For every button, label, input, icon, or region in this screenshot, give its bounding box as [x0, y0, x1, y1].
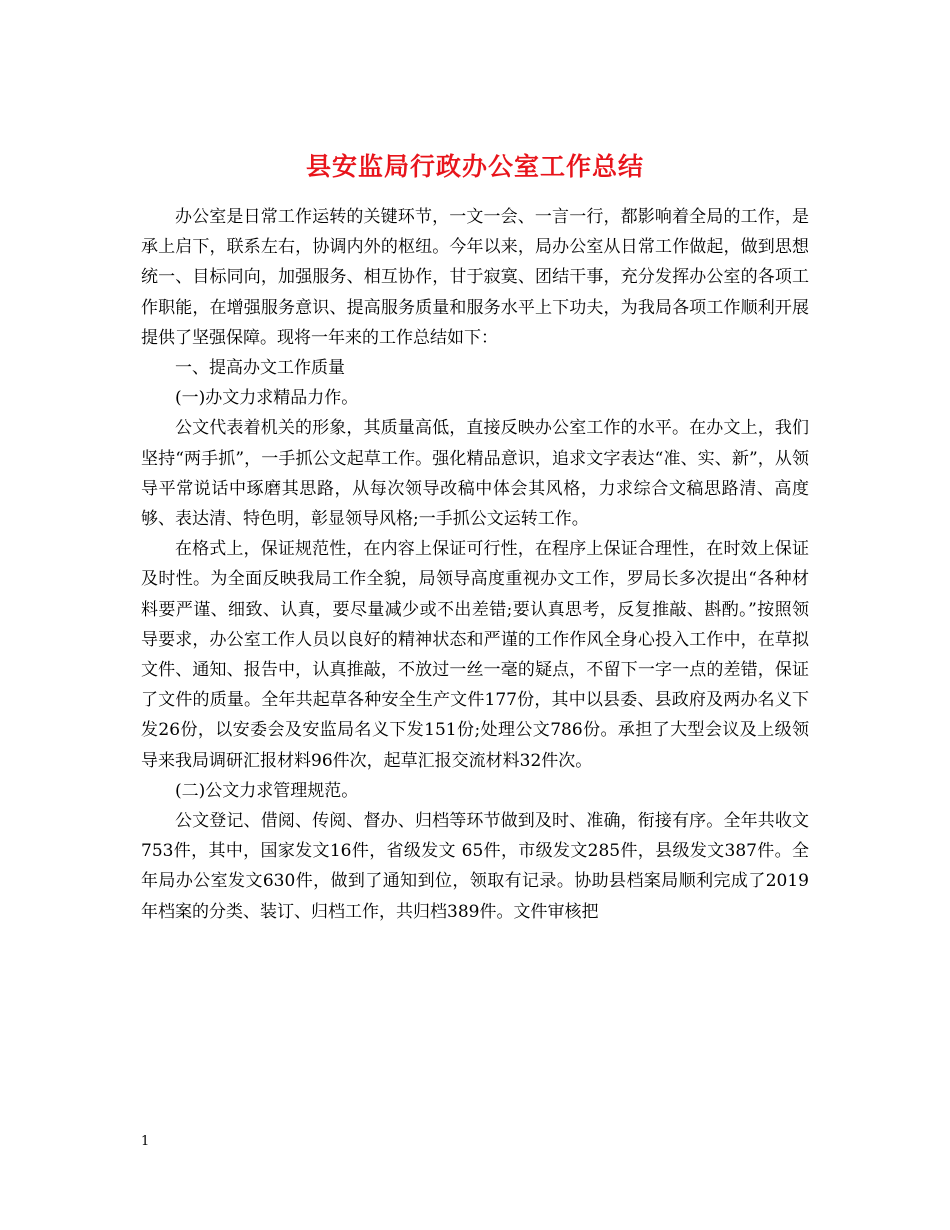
paragraph-format-standards: 在格式上，保证规范性，在内容上保证可行性，在程序上保证合理性，在时效上保证及时性。为全面反映我局工作全貌，局领导高度重视办文工作，罗局长多次提出“各种材料要严谨、细致、认真，要尽量减少或不出差错;要认真思考，反复推敲、斟酌。”按照领导要求，办公室工作人员以良好的精神状态和严谨的工作作风全身心投入工作中，在草拟文件、通知、报告中，认真推敲，不放过一丝一毫的疑点，不留下一字一点的差错，保证了文件的质量。全年共起草各种安全生产文件177份，其中以县委、县政府及两办名义下发26份，以安委会及安监局名义下发151份;处理公文786份。承担了大型会议及上级领导来我局调研汇报材料96件次，起草汇报交流材料32件次。 [141, 539, 809, 771]
section-heading-1: 一、提高办文工作质量 [175, 358, 345, 379]
page-number: 1 [141, 1134, 150, 1149]
document-body [141, 202, 809, 927]
paragraph-document-management: 公文登记、借阅、传阅、督办、归档等环节做到及时、准确，衔接有序。全年共收文753件，其中，国家发文16件，省级发文 65件，市级发文285件，县级发文387件。全年局办公室发文630件，做到了通知到位，领取有记录。协助县档案局顺利完成了2019年档案的分类、装订、归档工作，共归档389件。文件审核把 [141, 811, 809, 922]
paragraph-intro: 办公室是日常工作运转的关键环节，一文一会、一言一行，都影响着全局的工作，是承上启下，联系左右，协调内外的枢纽。今年以来，局办公室从日常工作做起，做到思想统一、目标同向，加强服务、相互协作，甘于寂寞、团结干事，充分发挥办公室的各项工作职能，在增强服务意识、提高服务质量和服务水平上下功夫，为我局各项工作顺利开展提供了坚强保障。现将一年来的工作总结如下： [141, 207, 809, 348]
document-title: 县安监局行政办公室工作总结 [305, 151, 644, 181]
subsection-heading-1: (一)办文力求精品力作。 [175, 388, 359, 409]
subsection-heading-2: (二)公文力求管理规范。 [175, 780, 359, 801]
paragraph-document-quality: 公文代表着机关的形象，其质量高低，直接反映办公室工作的水平。在办文上，我们坚持“两手抓”，一手抓公文起草工作。强化精品意识，追求文字表达“准、实、新”，从领导平常说话中琢磨其思路，从每次领导改稿中体会其风格，力求综合文稿思路清、高度够、表达清、特色明，彰显领导风格;一手抓公文运转工作。 [141, 418, 809, 530]
